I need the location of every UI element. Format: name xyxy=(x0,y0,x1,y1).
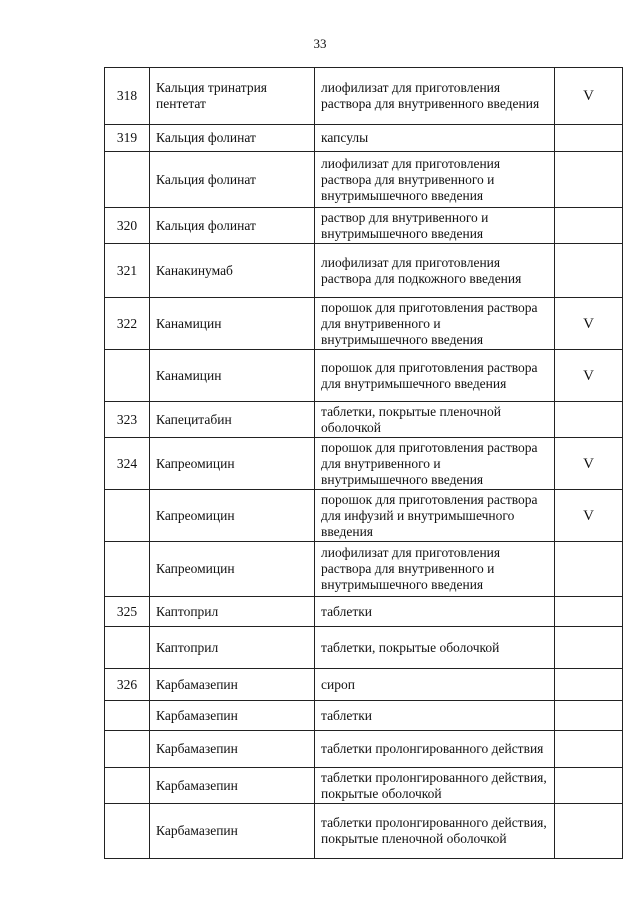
drug-name: Каптоприл xyxy=(150,627,315,669)
drug-name: Кальция фолинат xyxy=(150,208,315,244)
drug-name: Капреомицин xyxy=(150,542,315,597)
drug-name: Канамицин xyxy=(150,298,315,350)
drug-name: Канакинумаб xyxy=(150,244,315,298)
row-number: 318 xyxy=(105,68,150,125)
row-number: 322 xyxy=(105,298,150,350)
dosage-form: таблетки xyxy=(315,701,555,731)
row-number: 319 xyxy=(105,125,150,152)
mark-cell xyxy=(555,244,623,298)
table-row xyxy=(105,244,623,298)
mark-cell xyxy=(555,402,623,438)
dosage-form: лиофилизат для приготовления раствора для внутривенного введения xyxy=(315,68,555,125)
page-number: 33 xyxy=(313,36,327,51)
table-row xyxy=(105,669,623,701)
drug-name: Каптоприл xyxy=(150,597,315,627)
row-number xyxy=(105,627,150,669)
drug-name: Капреомицин xyxy=(150,438,315,490)
row-number: 320 xyxy=(105,208,150,244)
row-number: 326 xyxy=(105,669,150,701)
dosage-form: лиофилизат для приготовления раствора для внутривенного и внутримышечного введения xyxy=(315,152,555,208)
mark-cell xyxy=(555,627,623,669)
table-row xyxy=(105,298,623,350)
mark-cell xyxy=(555,125,623,152)
table-row xyxy=(105,125,623,152)
row-number xyxy=(105,490,150,542)
mark-cell: V xyxy=(555,438,623,490)
table-row xyxy=(105,768,623,804)
mark-cell xyxy=(555,731,623,768)
drug-name: Карбамазепин xyxy=(150,804,315,859)
row-number xyxy=(105,542,150,597)
mark-cell xyxy=(555,542,623,597)
table-row xyxy=(105,208,623,244)
table-row xyxy=(105,490,623,542)
row-number xyxy=(105,701,150,731)
mark-cell: V xyxy=(555,68,623,125)
mark-cell xyxy=(555,597,623,627)
row-number: 324 xyxy=(105,438,150,490)
dosage-form: таблетки пролонгированного действия xyxy=(315,731,555,768)
mark-cell: V xyxy=(555,350,623,402)
row-number: 323 xyxy=(105,402,150,438)
dosage-form: сироп xyxy=(315,669,555,701)
mark-cell xyxy=(555,701,623,731)
drug-name: Кальция фолинат xyxy=(150,152,315,208)
mark-cell xyxy=(555,208,623,244)
dosage-form: таблетки, покрытые пленочной оболочкой xyxy=(315,402,555,438)
dosage-form: лиофилизат для приготовления раствора для внутривенного и внутримышечного введения xyxy=(315,542,555,597)
dosage-form: порошок для приготовления раствора для внутривенного и внутримышечного введения xyxy=(315,438,555,490)
drug-name: Канамицин xyxy=(150,350,315,402)
drug-name: Карбамазепин xyxy=(150,669,315,701)
drug-name: Кальция тринатрия пентетат xyxy=(150,68,315,125)
drug-name: Капреомицин xyxy=(150,490,315,542)
drug-table xyxy=(104,67,623,859)
table-row xyxy=(105,438,623,490)
table-row xyxy=(105,627,623,669)
row-number xyxy=(105,768,150,804)
table-row xyxy=(105,804,623,859)
dosage-form: порошок для приготовления раствора для внутривенного и внутримышечного введения xyxy=(315,298,555,350)
drug-name: Капецитабин xyxy=(150,402,315,438)
row-number: 325 xyxy=(105,597,150,627)
drug-name: Карбамазепин xyxy=(150,701,315,731)
dosage-form: порошок для приготовления раствора для внутримышечного введения xyxy=(315,350,555,402)
table-row xyxy=(105,350,623,402)
drug-name: Карбамазепин xyxy=(150,731,315,768)
mark-cell xyxy=(555,804,623,859)
table-row xyxy=(105,68,623,125)
dosage-form: таблетки пролонгированного действия, покрытые оболочкой xyxy=(315,768,555,804)
dosage-form: капсулы xyxy=(315,125,555,152)
dosage-form: таблетки xyxy=(315,597,555,627)
table-row xyxy=(105,731,623,768)
row-number: 321 xyxy=(105,244,150,298)
dosage-form: таблетки пролонгированного действия, покрытые пленочной оболочкой xyxy=(315,804,555,859)
row-number xyxy=(105,731,150,768)
mark-cell: V xyxy=(555,298,623,350)
row-number xyxy=(105,152,150,208)
row-number xyxy=(105,804,150,859)
dosage-form: порошок для приготовления раствора для инфузий и внутримышечного введения xyxy=(315,490,555,542)
dosage-form: таблетки, покрытые оболочкой xyxy=(315,627,555,669)
mark-cell: V xyxy=(555,490,623,542)
row-number xyxy=(105,350,150,402)
drug-name: Карбамазепин xyxy=(150,768,315,804)
mark-cell xyxy=(555,768,623,804)
table-row xyxy=(105,701,623,731)
table-row xyxy=(105,542,623,597)
mark-cell xyxy=(555,152,623,208)
table-row xyxy=(105,597,623,627)
dosage-form: раствор для внутривенного и внутримышечного введения xyxy=(315,208,555,244)
table-row xyxy=(105,152,623,208)
dosage-form: лиофилизат для приготовления раствора для подкожного введения xyxy=(315,244,555,298)
drug-name: Кальция фолинат xyxy=(150,125,315,152)
table-row xyxy=(105,402,623,438)
mark-cell xyxy=(555,669,623,701)
